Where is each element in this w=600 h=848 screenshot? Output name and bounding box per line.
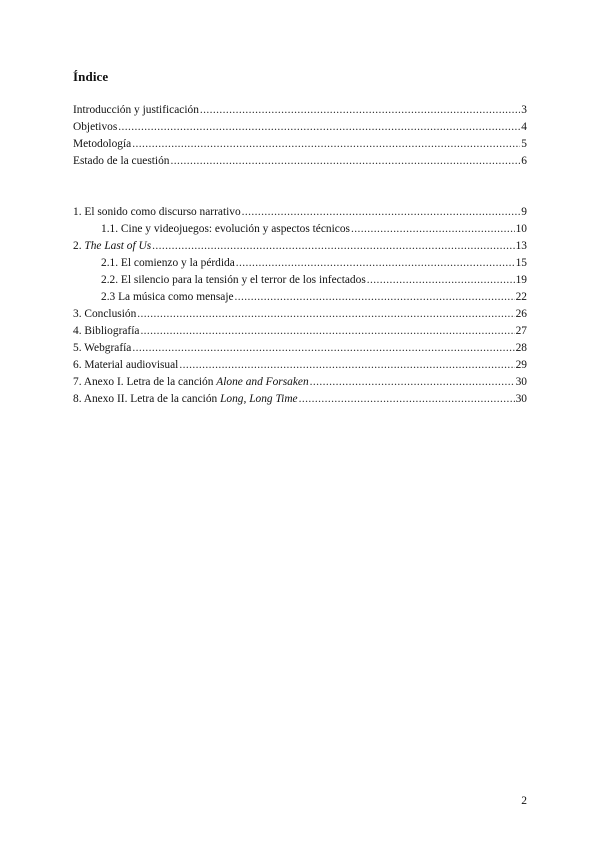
toc-entry-page: 6: [521, 155, 527, 167]
toc-dot-leader: [242, 204, 521, 221]
toc-entry-label: 1. El sonido como discurso narrativo: [73, 206, 241, 218]
toc-entry-label: 1.1. Cine y videojuegos: evolución y aspectos técnicos: [101, 223, 350, 235]
toc-entry-label: 4. Bibliografía: [73, 325, 140, 337]
toc-dot-leader: [179, 357, 514, 374]
toc-entry-page: 15: [515, 257, 527, 269]
toc-dot-leader: [137, 306, 514, 323]
toc-entry-page: 27: [515, 325, 527, 337]
toc-entry-label: 2.1. El comienzo y la pérdida: [101, 257, 235, 269]
toc-entry[interactable]: [73, 357, 527, 374]
toc-entry-page: 10: [515, 223, 527, 235]
toc-entry[interactable]: [73, 136, 527, 153]
toc-entry[interactable]: [73, 119, 527, 136]
toc-entry-page: 28: [515, 342, 527, 354]
toc-subentry[interactable]: [73, 289, 527, 306]
toc-dot-leader: [236, 255, 515, 272]
toc-dot-leader: [235, 289, 515, 306]
toc-entry-page: 30: [515, 393, 527, 405]
toc-entry[interactable]: [73, 323, 527, 340]
toc-main-section: [73, 204, 527, 408]
toc-entry-page: 3: [521, 104, 527, 116]
toc-dot-leader: [299, 391, 515, 408]
toc-entry-page: 19: [515, 274, 527, 286]
toc-entry[interactable]: [73, 204, 527, 221]
toc-dot-leader: [351, 221, 515, 238]
toc-entry-label: 5. Webgrafía: [73, 342, 132, 354]
toc-dot-leader: [367, 272, 515, 289]
toc-entry-label: Estado de la cuestión: [73, 155, 170, 167]
toc-dot-leader: [140, 323, 514, 340]
toc-entry-label: 7. Anexo I. Letra de la canción Alone and Forsaken: [73, 376, 309, 388]
toc-entry-label: 3. Conclusión: [73, 308, 137, 320]
toc-entry-label: 8. Anexo II. Letra de la canción Long, Long Time: [73, 393, 298, 405]
toc-entry-label: Metodología: [73, 138, 132, 150]
toc-entry-label: 2.3 La música como mensaje: [101, 291, 234, 303]
toc-entry-label: Objetivos: [73, 121, 118, 133]
toc-subentry[interactable]: [73, 255, 527, 272]
toc-entry-page: 9: [521, 206, 527, 218]
toc-dot-leader: [132, 340, 514, 357]
toc-intro-section: [73, 102, 527, 170]
toc-dot-leader: [310, 374, 515, 391]
toc-dot-leader: [152, 238, 514, 255]
toc-entry[interactable]: [73, 153, 527, 170]
toc-entry-page: 29: [515, 359, 527, 371]
toc-entry-page: 5: [521, 138, 527, 150]
toc-entry[interactable]: [73, 306, 527, 323]
toc-entry-page: 22: [515, 291, 527, 303]
index-heading: Índice: [73, 69, 109, 84]
toc-entry[interactable]: [73, 238, 527, 255]
toc-dot-leader: [118, 119, 520, 136]
toc-entry[interactable]: [73, 102, 527, 119]
toc-entry-label: 2. The Last of Us: [73, 240, 152, 252]
toc-entry-label: 2.2. El silencio para la tensión y el terror de los infectados: [101, 274, 366, 286]
toc-entry[interactable]: [73, 340, 527, 357]
toc-entry-page: 26: [515, 308, 527, 320]
toc-entry-page: 13: [515, 240, 527, 252]
toc-entry-page: 4: [521, 121, 527, 133]
toc-subentry[interactable]: [73, 221, 527, 238]
toc-entry-page: 30: [515, 376, 527, 388]
toc-entry-label: Introducción y justificación: [73, 104, 199, 116]
toc-entry[interactable]: [73, 374, 527, 391]
toc-dot-leader: [132, 136, 520, 153]
toc-dot-leader: [200, 102, 520, 119]
toc-subentry[interactable]: [73, 272, 527, 289]
toc-entry[interactable]: [73, 391, 527, 408]
toc-entry-label: 6. Material audiovisual: [73, 359, 179, 371]
page-number: 2: [521, 795, 527, 807]
toc-dot-leader: [170, 153, 520, 170]
